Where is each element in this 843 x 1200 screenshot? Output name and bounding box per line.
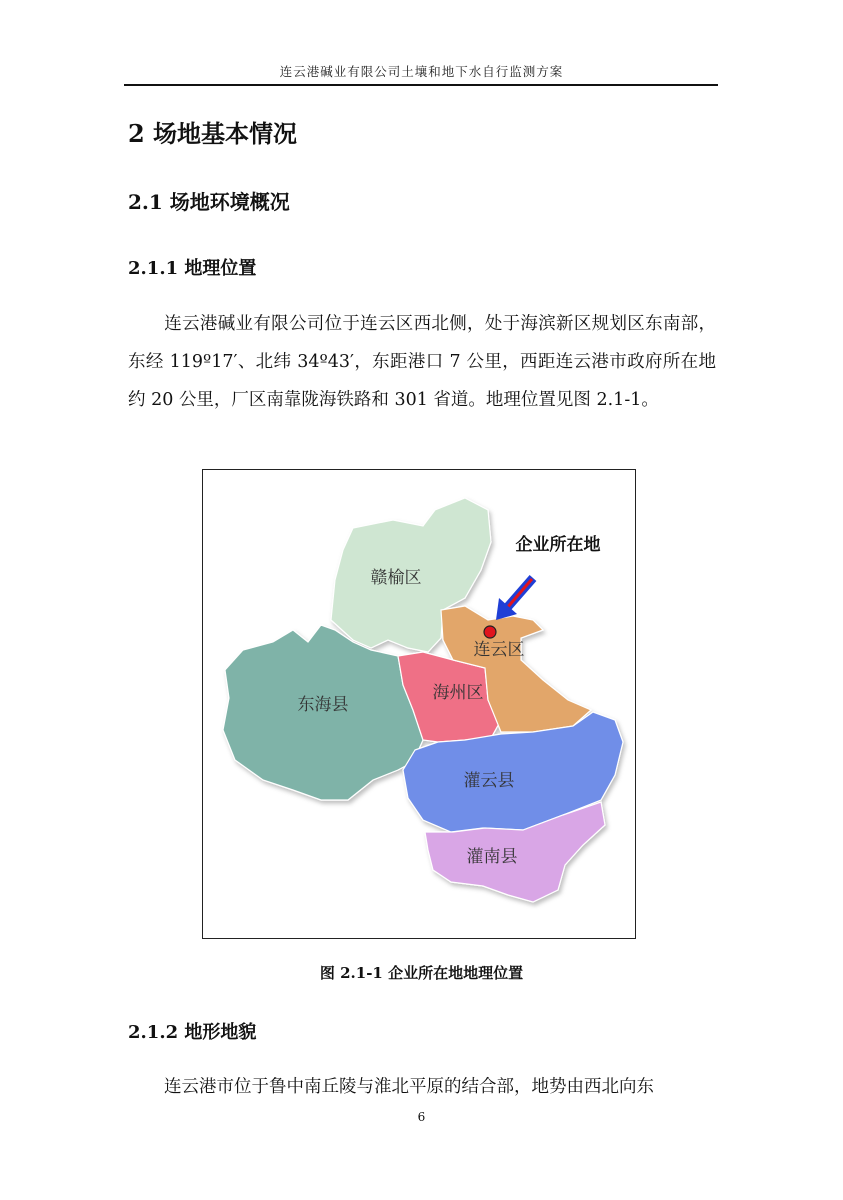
label-lianyun: 连云区 <box>473 640 525 660</box>
terrain-paragraph-text: 连云港市位于鲁中南丘陵与淮北平原的结合部，地势由西北向东 <box>164 1077 654 1097</box>
location-arrow-icon <box>496 578 533 620</box>
terrain-heading: 2.1.2 地形地貌 <box>128 1022 257 1043</box>
location-heading: 2.1.1 地理位置 <box>128 258 257 279</box>
location-paragraph-text: 连云港碱业有限公司位于连云区西北侧，处于海滨新区规划区东南部，东经 119º17′、北纬 34º43′，东距港口 7 公里，西距连云港市政府所在地约 20 公里，厂区南靠陇海铁路和 301 省道。地理位置见图 2.1-1。 <box>128 314 716 410</box>
enterprise-marker-icon <box>484 626 496 638</box>
header-rule <box>124 84 718 86</box>
label-haizhou: 海州区 <box>432 683 484 703</box>
page-number: 6 <box>417 1110 426 1124</box>
label-guanyun: 灌云县 <box>463 771 515 791</box>
figure-caption: 图 2.1-1 企业所在地地理位置 <box>319 964 524 982</box>
enterprise-annotation: 企业所在地 <box>515 535 601 555</box>
label-donghai: 东海县 <box>297 695 349 715</box>
running-header: 连云港碱业有限公司土壤和地下水自行监测方案 <box>279 64 564 79</box>
map-svg <box>203 470 634 937</box>
location-paragraph <box>128 305 716 419</box>
subsection-heading: 2.1 场地环境概况 <box>128 190 290 214</box>
label-ganyu: 赣榆区 <box>370 568 422 588</box>
label-guannan: 灌南县 <box>466 847 518 867</box>
terrain-paragraph <box>128 1068 716 1106</box>
location-map <box>202 469 636 939</box>
section-heading: 2 场地基本情况 <box>128 119 298 148</box>
